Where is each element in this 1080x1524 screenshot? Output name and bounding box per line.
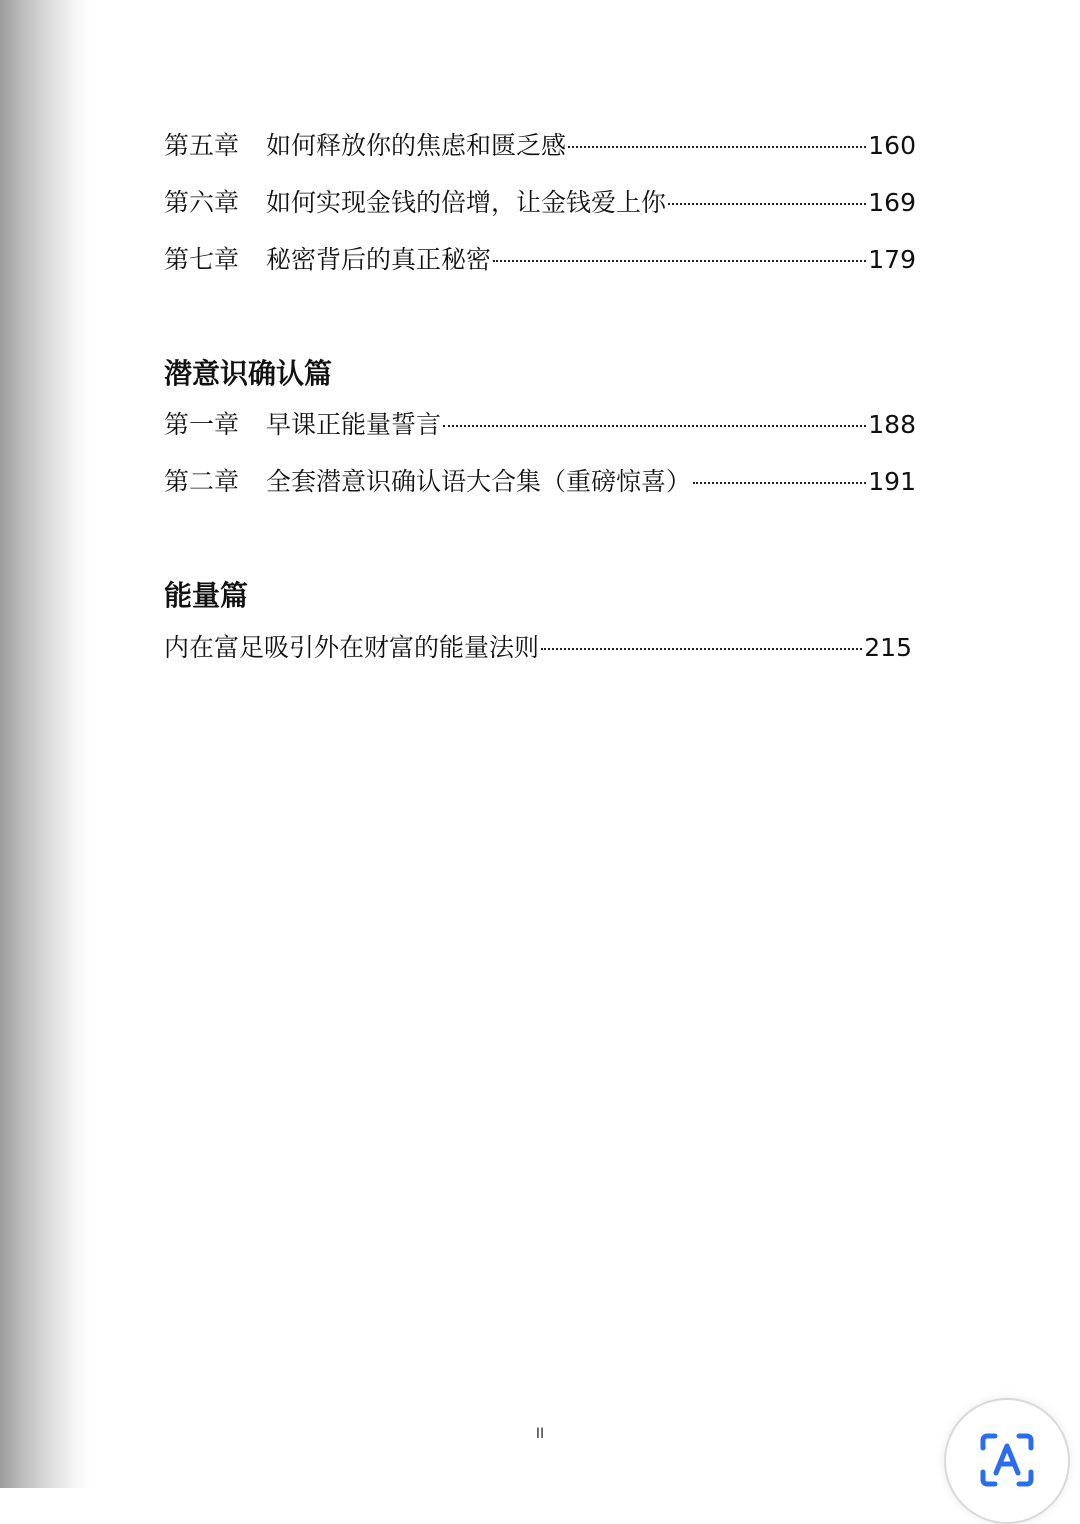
scan-text-button[interactable] — [944, 1398, 1070, 1524]
chapter-title: 如何释放你的焦虑和匮乏感 — [266, 131, 567, 160]
toc-entry-energy-law[interactable] — [164, 628, 912, 668]
dot-leader — [541, 648, 862, 650]
page-number: 188 — [868, 410, 916, 439]
section-heading-energy: 能量篇 — [164, 579, 249, 612]
toc-entry-affirmation-chapter-1[interactable] — [164, 405, 916, 445]
chapter-title: 全套潜意识确认语大合集（重磅惊喜） — [266, 467, 692, 496]
toc-entry-affirmation-chapter-2[interactable] — [164, 462, 916, 502]
text-scan-icon — [979, 1432, 1035, 1488]
dot-leader — [568, 146, 866, 148]
page-number: 215 — [864, 633, 912, 662]
dot-leader — [443, 425, 866, 427]
dot-leader — [668, 203, 866, 205]
dot-leader — [693, 482, 866, 484]
page-number: 160 — [868, 131, 916, 160]
footer-page-number: II — [535, 1426, 545, 1442]
toc-entry-chapter-7[interactable] — [164, 240, 916, 280]
chapter-number: 第七章 — [164, 245, 240, 274]
toc-entry-chapter-5[interactable] — [164, 126, 916, 166]
chapter-title: 内在富足吸引外在财富的能量法则 — [164, 633, 540, 662]
dot-leader — [493, 260, 866, 262]
chapter-title: 早课正能量誓言 — [266, 410, 442, 439]
chapter-number: 第六章 — [164, 188, 240, 217]
chapter-number: 第二章 — [164, 467, 240, 496]
chapter-title: 如何实现金钱的倍增，让金钱爱上你 — [266, 188, 667, 217]
page-edge-shadow — [0, 0, 92, 1488]
page-number: 169 — [868, 188, 916, 217]
section-heading-subconscious: 潜意识确认篇 — [164, 357, 333, 390]
chapter-number: 第五章 — [164, 131, 240, 160]
chapter-number: 第一章 — [164, 410, 240, 439]
page-number: 179 — [868, 245, 916, 274]
page-number: 191 — [868, 467, 916, 496]
toc-entry-chapter-6[interactable] — [164, 183, 916, 223]
chapter-title: 秘密背后的真正秘密 — [266, 245, 492, 274]
